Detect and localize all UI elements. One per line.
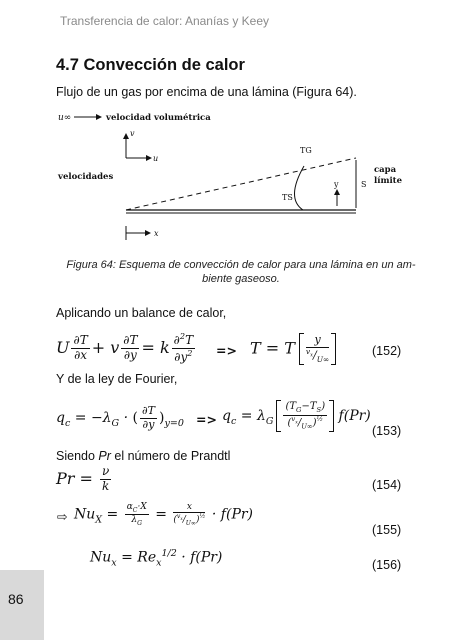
capa-label: capa <box>374 165 397 175</box>
section-title: 4.7 Convección de calor <box>56 56 245 74</box>
equation-152-lhs: U $\frac{\partial T}{\partial x}$ + v $\frac{\partial T}{\partial y}$ = k $\frac{\partial^2T}{\partial y^2}$ <box>56 331 194 364</box>
figure-caption: Figura 64: Esquema de convección de calor para una lámina en un am-biente gaseoso. <box>66 259 416 285</box>
velocities-label: velocidades <box>58 172 114 182</box>
prandtl-paragraph <box>56 449 230 463</box>
vol-velocity-label: velocidad volumétrica <box>106 113 211 123</box>
balance-paragraph: Aplicando un balance de calor, <box>56 306 227 320</box>
equation-153-rhs: $q_c = \lambda_G$ $\frac{(T_G-T_S)}{(^{v_x}/_{U\infty})^{\frac{1}{2}}}$ f(Pr) <box>222 401 371 431</box>
implies-arrow-155: ⇨ <box>57 509 68 524</box>
velocity-profile-curve <box>295 166 304 210</box>
limite-label: límite <box>374 176 403 186</box>
boundary-layer-edge <box>126 158 356 210</box>
intro-paragraph: Flujo de un gas por encima de una lámina (Figura 64). <box>56 85 357 99</box>
equation-152-rhs: T = T $\frac{y}{^{v_x}/_{U\infty}}$ <box>250 333 336 365</box>
equation-number-153: (153) <box>372 424 402 438</box>
prandtl-suffix: el número de Prandtl <box>110 449 231 463</box>
equation-number-155: (155) <box>372 523 402 537</box>
equation-155: $Nu_X$ = $\frac{\alpha_C\cdot X}{\lambda_G}$ = $\frac{x}{(^{v_x}/_{U\infty})^{\frac{1}{2}}}$ · f(Pr) <box>74 502 254 528</box>
boundary-layer-diagram <box>56 108 426 250</box>
tg-label: TG <box>300 146 312 155</box>
equation-154: Pr = $\frac{\nu}{k}$ <box>56 464 110 493</box>
u-inf-label: u∞ <box>58 113 72 123</box>
figure-64 <box>56 108 426 250</box>
equation-number-156: (156) <box>372 558 402 572</box>
equation-153-lhs: $q_c = -\lambda_G$ · ( $\frac{\partial T}{\partial y}$ )$_{y=0}$ <box>56 404 184 431</box>
running-header: Transferencia de calor: Ananías y Keey <box>60 14 270 28</box>
y-label: y <box>334 180 339 189</box>
s-label: S <box>361 180 367 189</box>
page-number: 86 <box>8 591 24 607</box>
ts-label: TS <box>282 193 293 202</box>
u-axis-label: u <box>153 154 159 163</box>
x-axis-label: x <box>154 229 159 238</box>
prandtl-prefix: Siendo <box>56 449 99 463</box>
implies-arrow-153: => <box>196 412 217 427</box>
equation-number-152: (152) <box>372 344 402 358</box>
equation-number-154: (154) <box>372 478 402 492</box>
equation-156: $Nu_x = Re_x^{1/2} \cdot f(Pr)$ <box>90 548 223 569</box>
fourier-paragraph: Y de la ley de Fourier, <box>56 372 178 386</box>
implies-arrow-152: => <box>216 343 237 358</box>
prandtl-variable: Pr <box>98 449 111 463</box>
v-axis-label: v <box>130 129 135 138</box>
